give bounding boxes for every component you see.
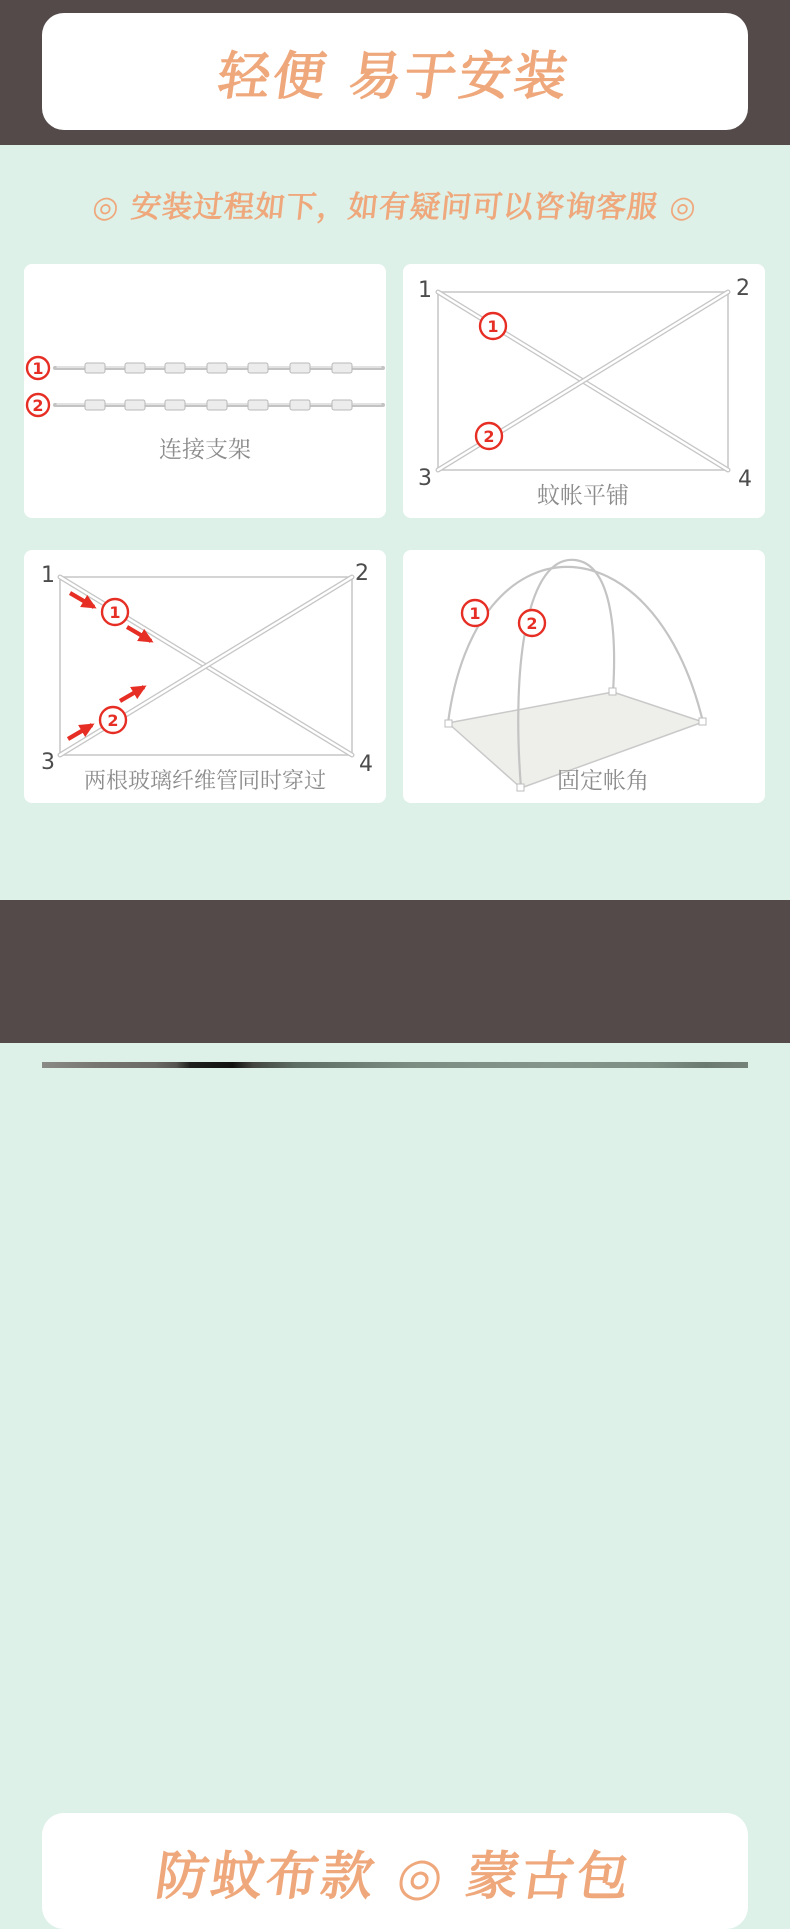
net-flat-diagram	[403, 264, 765, 518]
svg-text:2: 2	[526, 614, 538, 633]
corner-label-3: 3	[418, 466, 432, 491]
corner-label-3: 3	[41, 750, 55, 775]
step1-caption: 连接支架	[159, 437, 251, 463]
step3-badge-1-icon	[102, 599, 128, 625]
footer-band	[0, 900, 790, 1907]
step2-caption: 蚊帐平铺	[537, 483, 629, 509]
corner-label-1: 1	[41, 563, 55, 588]
thread-tubes-diagram	[24, 550, 386, 803]
corner-label-4: 4	[738, 467, 752, 492]
dome-net-diagram	[403, 550, 765, 803]
step3-badge-2-icon	[100, 707, 126, 733]
step-panel-connect-poles	[24, 264, 386, 518]
step4-caption: 固定帐角	[557, 768, 649, 794]
corner-label-2: 2	[355, 561, 369, 586]
footer-title: 防蚊布款 ◎ 蒙古包	[152, 1846, 637, 1907]
connect-poles-diagram	[24, 264, 386, 518]
step-panel-net-flat	[403, 264, 765, 518]
svg-text:2: 2	[483, 427, 495, 446]
corner-label-1: 1	[418, 278, 432, 303]
step2-badge-2-icon	[476, 423, 502, 449]
svg-text:2: 2	[32, 396, 44, 415]
intro-text: ◎ 安装过程如下，如有疑问可以咨询客服 ◎	[90, 190, 699, 225]
corner-label-2: 2	[736, 276, 750, 301]
step-panel-fix-corners	[403, 550, 765, 803]
pole-rod-1	[55, 363, 383, 373]
header-band	[0, 0, 790, 145]
header-plate	[42, 13, 748, 130]
svg-text:2: 2	[107, 711, 119, 730]
step2-badge-1-icon	[480, 313, 506, 339]
step4-badge-1-icon	[462, 600, 488, 626]
svg-text:1: 1	[32, 359, 44, 378]
footer-plate	[42, 1813, 748, 1929]
svg-text:1: 1	[469, 604, 481, 623]
pole-rod-2	[55, 400, 383, 410]
next-section-photo-edge	[42, 1062, 748, 1068]
svg-text:1: 1	[487, 317, 499, 336]
step1-badge-2-icon	[27, 394, 49, 416]
corner-label-4: 4	[359, 752, 373, 777]
step4-badge-2-icon	[519, 610, 545, 636]
page-title: 轻便 易于安装	[214, 47, 574, 107]
step1-badge-1-icon	[27, 357, 49, 379]
step3-caption: 两根玻璃纤维管同时穿过	[83, 769, 327, 794]
step-panel-thread-tubes	[24, 550, 386, 803]
svg-text:1: 1	[109, 603, 121, 622]
